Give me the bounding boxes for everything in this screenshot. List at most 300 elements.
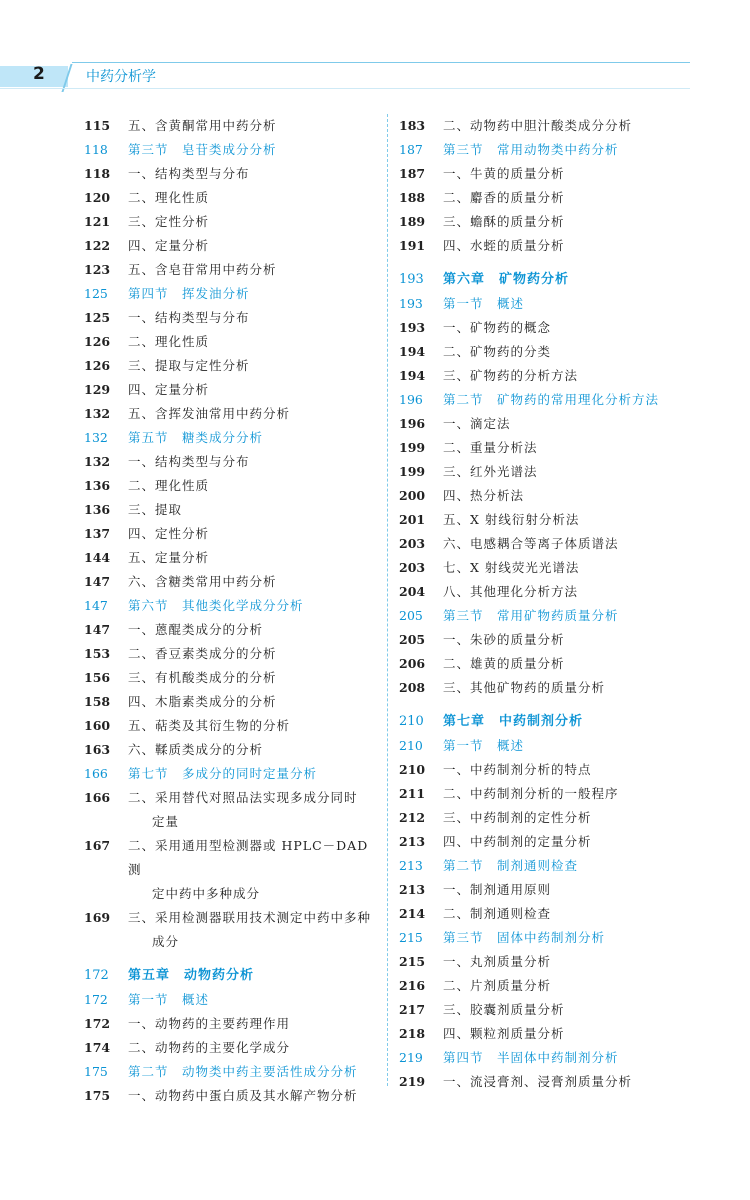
toc-entry-text: 二、制剂通则检查 bbox=[443, 906, 552, 921]
toc-entry-text: 第五章 动物药分析 bbox=[128, 968, 255, 983]
toc-page-number: 215 bbox=[399, 930, 423, 945]
toc-entry-title bbox=[443, 162, 699, 186]
toc-page-number: 187 bbox=[399, 166, 426, 181]
toc-entry-title bbox=[443, 484, 699, 508]
toc-entry-title bbox=[128, 498, 376, 522]
toc-page-number: 215 bbox=[399, 954, 426, 969]
toc-entry-title bbox=[128, 642, 376, 666]
toc-entry-text: 六、鞣质类成分的分析 bbox=[128, 742, 264, 757]
toc-entry-text: 第五节 糖类成分分析 bbox=[128, 430, 264, 445]
toc-item-entry bbox=[84, 546, 376, 570]
toc-entry-title bbox=[443, 902, 699, 926]
toc-entry-title bbox=[443, 460, 699, 484]
toc-entry-title bbox=[128, 474, 376, 498]
toc-entry-title bbox=[128, 450, 376, 474]
toc-entry-text: 三、矿物药的分析方法 bbox=[443, 368, 579, 383]
toc-entry-title bbox=[128, 964, 376, 988]
toc-entry-title bbox=[443, 806, 699, 830]
toc-page-number: 118 bbox=[84, 142, 108, 157]
toc-item-entry bbox=[399, 950, 699, 974]
toc-entry-text: 三、其他矿物药的质量分析 bbox=[443, 680, 606, 695]
toc-page-number: 172 bbox=[84, 992, 108, 1007]
toc-entry-text: 四、颗粒剂质量分析 bbox=[443, 1026, 565, 1041]
toc-item-entry bbox=[84, 1012, 376, 1036]
toc-item-entry bbox=[84, 162, 376, 186]
toc-entry-title bbox=[128, 402, 376, 426]
toc-chapter-entry bbox=[84, 964, 376, 988]
toc-page-number: 136 bbox=[84, 502, 111, 517]
toc-entry-text: 四、定性分析 bbox=[128, 526, 210, 541]
toc-entry-text: 第七章 中药制剂分析 bbox=[443, 714, 584, 729]
toc-entry-title bbox=[128, 834, 376, 906]
toc-entry-text: 一、流浸膏剂、浸膏剂质量分析 bbox=[443, 1074, 633, 1089]
toc-entry-text: 四、定量分析 bbox=[128, 382, 210, 397]
toc-page-number: 126 bbox=[84, 334, 111, 349]
toc-entry-text: 三、有机酸类成分的分析 bbox=[128, 670, 277, 685]
toc-page-number: 129 bbox=[84, 382, 111, 397]
toc-entry-text: 四、热分析法 bbox=[443, 488, 525, 503]
toc-entry-text: 七、X 射线荧光光谱法 bbox=[443, 560, 580, 575]
toc-entry-text: 三、提取与定性分析 bbox=[128, 358, 250, 373]
toc-item-entry bbox=[84, 402, 376, 426]
toc-page-number: 194 bbox=[399, 344, 426, 359]
toc-entry-text: 二、采用通用型检测器或 HPLC－DAD 测 bbox=[128, 838, 369, 877]
toc-entry-title bbox=[443, 1022, 699, 1046]
toc-item-entry bbox=[399, 652, 699, 676]
toc-entry-text: 三、蟾酥的质量分析 bbox=[443, 214, 565, 229]
toc-entry-title bbox=[128, 786, 376, 834]
toc-entry-title bbox=[443, 830, 699, 854]
toc-entry-text: 一、牛黄的质量分析 bbox=[443, 166, 565, 181]
toc-item-entry bbox=[84, 114, 376, 138]
toc-item-entry bbox=[84, 906, 376, 954]
toc-section-entry bbox=[84, 988, 376, 1012]
toc-entry-text: 一、动物药的主要药理作用 bbox=[128, 1016, 291, 1031]
toc-entry-title bbox=[443, 604, 699, 628]
toc-entry-text: 八、其他理化分析方法 bbox=[443, 584, 579, 599]
toc-entry-title bbox=[443, 210, 699, 234]
toc-entry-title bbox=[443, 234, 699, 258]
toc-entry-title bbox=[443, 926, 699, 950]
toc-page-number: 193 bbox=[399, 272, 424, 287]
toc-page-number: 125 bbox=[84, 310, 111, 325]
toc-section-entry bbox=[399, 926, 699, 950]
toc-entry-title bbox=[443, 316, 699, 340]
toc-page-number: 191 bbox=[399, 238, 426, 253]
toc-entry-title bbox=[443, 292, 699, 316]
toc-entry-title bbox=[443, 1070, 699, 1094]
toc-entry-text: 第六章 矿物药分析 bbox=[443, 272, 570, 287]
toc-entry-text: 三、胶囊剂质量分析 bbox=[443, 1002, 565, 1017]
toc-item-entry bbox=[399, 974, 699, 998]
toc-page-number: 213 bbox=[399, 834, 426, 849]
toc-entry-title bbox=[128, 114, 376, 138]
toc-page-number: 214 bbox=[399, 906, 426, 921]
toc-entry-title bbox=[443, 734, 699, 758]
toc-entry-title bbox=[443, 652, 699, 676]
toc-entry-title bbox=[443, 1046, 699, 1070]
toc-entry-text: 第三节 皂苷类成分分析 bbox=[128, 142, 277, 157]
toc-entry-title bbox=[443, 974, 699, 998]
toc-entry-text: 第七节 多成分的同时定量分析 bbox=[128, 766, 318, 781]
toc-page-number: 147 bbox=[84, 598, 108, 613]
toc-entry-title bbox=[443, 114, 699, 138]
toc-entry-text: 第二节 动物类中药主要活性成分分析 bbox=[128, 1064, 358, 1079]
toc-entry-text: 五、X 射线衍射分析法 bbox=[443, 512, 580, 527]
toc-entry-title bbox=[443, 710, 699, 734]
toc-entry-text: 第一节 概述 bbox=[443, 296, 525, 311]
toc-item-entry bbox=[84, 642, 376, 666]
toc-page-number: 212 bbox=[399, 810, 426, 825]
toc-page-number: 211 bbox=[399, 786, 426, 801]
toc-page-number: 194 bbox=[399, 368, 426, 383]
toc-right-column bbox=[399, 114, 699, 1094]
toc-page-number: 132 bbox=[84, 430, 108, 445]
toc-entry-text: 二、理化性质 bbox=[128, 190, 210, 205]
toc-entry-title bbox=[128, 186, 376, 210]
toc-entry-title bbox=[128, 138, 376, 162]
toc-section-entry bbox=[399, 854, 699, 878]
toc-item-entry bbox=[399, 234, 699, 258]
toc-page-number: 196 bbox=[399, 416, 426, 431]
toc-entry-text: 三、定性分析 bbox=[128, 214, 210, 229]
toc-entry-title bbox=[128, 1012, 376, 1036]
toc-entry-title bbox=[443, 364, 699, 388]
toc-page-number: 147 bbox=[84, 574, 111, 589]
toc-entry-text: 第六节 其他类化学成分分析 bbox=[128, 598, 304, 613]
toc-page-number: 183 bbox=[399, 118, 426, 133]
toc-entry-text: 第四节 半固体中药制剂分析 bbox=[443, 1050, 619, 1065]
toc-section-entry bbox=[84, 762, 376, 786]
toc-entry-text: 一、蒽醌类成分的分析 bbox=[128, 622, 264, 637]
toc-entry-text: 一、结构类型与分布 bbox=[128, 454, 250, 469]
toc-item-entry bbox=[84, 354, 376, 378]
toc-entry-text: 二、中药制剂分析的一般程序 bbox=[443, 786, 619, 801]
toc-entry-text: 二、动物药中胆汁酸类成分分析 bbox=[443, 118, 633, 133]
toc-entry-title bbox=[128, 426, 376, 450]
toc-section-entry bbox=[399, 388, 699, 412]
toc-entry-title bbox=[443, 268, 699, 292]
page-header bbox=[0, 62, 750, 90]
toc-page-number: 189 bbox=[399, 214, 426, 229]
toc-entry-title bbox=[128, 546, 376, 570]
toc-page-number: 120 bbox=[84, 190, 111, 205]
toc-chapter-entry bbox=[399, 710, 699, 734]
toc-page-number: 158 bbox=[84, 694, 111, 709]
toc-item-entry bbox=[84, 738, 376, 762]
toc-entry-text: 四、水蛭的质量分析 bbox=[443, 238, 565, 253]
column-divider bbox=[387, 114, 388, 1086]
toc-entry-text: 二、雄黄的质量分析 bbox=[443, 656, 565, 671]
toc-section-entry bbox=[84, 138, 376, 162]
toc-entry-text: 第一节 概述 bbox=[443, 738, 525, 753]
toc-page-number: 132 bbox=[84, 454, 111, 469]
toc-page-number: 123 bbox=[84, 262, 111, 277]
toc-item-entry bbox=[399, 556, 699, 580]
toc-entry-title bbox=[128, 210, 376, 234]
toc-entry-title bbox=[443, 388, 699, 412]
toc-item-entry bbox=[399, 436, 699, 460]
toc-page-number: 163 bbox=[84, 742, 111, 757]
toc-item-entry bbox=[399, 532, 699, 556]
toc-entry-title bbox=[128, 618, 376, 642]
toc-entry-title bbox=[128, 306, 376, 330]
toc-page-number: 175 bbox=[84, 1064, 108, 1079]
toc-entry-title bbox=[128, 1084, 376, 1108]
toc-page-number: 137 bbox=[84, 526, 111, 541]
toc-page-number: 217 bbox=[399, 1002, 426, 1017]
toc-entry-title bbox=[128, 354, 376, 378]
toc-entry-title bbox=[128, 1036, 376, 1060]
toc-page-number: 213 bbox=[399, 858, 423, 873]
toc-entry-text: 二、矿物药的分类 bbox=[443, 344, 552, 359]
toc-entry-text: 二、动物药的主要化学成分 bbox=[128, 1040, 291, 1055]
toc-entry-text: 二、片剂质量分析 bbox=[443, 978, 552, 993]
toc-entry-title bbox=[443, 556, 699, 580]
toc-page-number: 210 bbox=[399, 738, 423, 753]
toc-section-entry bbox=[399, 292, 699, 316]
toc-chapter-entry bbox=[399, 268, 699, 292]
toc-page-number: 167 bbox=[84, 838, 111, 853]
toc-page-number: 204 bbox=[399, 584, 426, 599]
toc-entry-text: 第三节 固体中药制剂分析 bbox=[443, 930, 606, 945]
toc-section-entry bbox=[399, 138, 699, 162]
toc-entry-title bbox=[128, 162, 376, 186]
toc-entry-title bbox=[128, 522, 376, 546]
toc-entry-title bbox=[128, 234, 376, 258]
toc-page-number: 166 bbox=[84, 790, 111, 805]
toc-page-number: 219 bbox=[399, 1074, 426, 1089]
toc-entry-title bbox=[128, 330, 376, 354]
toc-page-number: 153 bbox=[84, 646, 111, 661]
toc-page-number: 193 bbox=[399, 296, 423, 311]
toc-page-number: 205 bbox=[399, 632, 426, 647]
toc-page-number: 219 bbox=[399, 1050, 423, 1065]
toc-page-number: 199 bbox=[399, 440, 426, 455]
toc-item-entry bbox=[399, 186, 699, 210]
toc-page-number: 144 bbox=[84, 550, 111, 565]
toc-entry-title bbox=[128, 570, 376, 594]
toc-page-number: 174 bbox=[84, 1040, 111, 1055]
toc-entry-title bbox=[128, 738, 376, 762]
toc-page-number: 216 bbox=[399, 978, 426, 993]
toc-entry-text: 四、定量分析 bbox=[128, 238, 210, 253]
toc-entry-text: 三、红外光谱法 bbox=[443, 464, 538, 479]
toc-page-number: 210 bbox=[399, 762, 426, 777]
toc-entry-title bbox=[443, 878, 699, 902]
toc-page-number: 122 bbox=[84, 238, 111, 253]
toc-page-number: 200 bbox=[399, 488, 426, 503]
header-top-rule bbox=[72, 62, 690, 63]
toc-entry-text: 第三节 常用动物类中药分析 bbox=[443, 142, 619, 157]
toc-item-entry bbox=[84, 474, 376, 498]
toc-entry-title bbox=[128, 258, 376, 282]
toc-section-entry bbox=[84, 1060, 376, 1084]
toc-entry-title bbox=[128, 714, 376, 738]
toc-page-number: 169 bbox=[84, 910, 111, 925]
toc-page-number: 206 bbox=[399, 656, 426, 671]
toc-page-number: 201 bbox=[399, 512, 426, 527]
toc-entry-title bbox=[443, 340, 699, 364]
toc-item-entry bbox=[84, 834, 376, 906]
toc-entry-title bbox=[443, 138, 699, 162]
toc-entry-title bbox=[128, 1060, 376, 1084]
toc-item-entry bbox=[399, 1022, 699, 1046]
toc-item-entry bbox=[399, 162, 699, 186]
toc-item-entry bbox=[399, 508, 699, 532]
toc-item-entry bbox=[399, 628, 699, 652]
toc-item-entry bbox=[399, 316, 699, 340]
toc-item-entry bbox=[399, 998, 699, 1022]
toc-entry-title bbox=[128, 594, 376, 618]
toc-entry-title bbox=[128, 988, 376, 1012]
page-number: 2 bbox=[33, 64, 45, 84]
toc-entry-title bbox=[128, 666, 376, 690]
toc-entry-text: 二、理化性质 bbox=[128, 334, 210, 349]
toc-item-entry bbox=[84, 306, 376, 330]
toc-entry-text: 一、中药制剂分析的特点 bbox=[443, 762, 592, 777]
toc-entry-title bbox=[128, 378, 376, 402]
toc-entry-title bbox=[443, 186, 699, 210]
toc-item-entry bbox=[84, 1036, 376, 1060]
toc-section-entry bbox=[84, 594, 376, 618]
toc-entry-text: 一、动物药中蛋白质及其水解产物分析 bbox=[128, 1088, 358, 1103]
toc-page-number: 193 bbox=[399, 320, 426, 335]
toc-page-number: 213 bbox=[399, 882, 426, 897]
toc-entry-title bbox=[128, 906, 376, 954]
toc-page-number: 136 bbox=[84, 478, 111, 493]
toc-page-number: 196 bbox=[399, 392, 423, 407]
toc-entry-title bbox=[443, 532, 699, 556]
toc-entry-text: 三、采用检测器联用技术测定中药中多种 bbox=[128, 910, 372, 925]
toc-item-entry bbox=[399, 676, 699, 700]
toc-page-number: 147 bbox=[84, 622, 111, 637]
toc-entry-title bbox=[443, 998, 699, 1022]
toc-entry-title bbox=[443, 950, 699, 974]
toc-page-number: 203 bbox=[399, 560, 426, 575]
toc-section-entry bbox=[399, 734, 699, 758]
toc-entry-title bbox=[443, 628, 699, 652]
toc-page-number: 125 bbox=[84, 286, 108, 301]
toc-page-number: 132 bbox=[84, 406, 111, 421]
toc-item-entry bbox=[84, 666, 376, 690]
toc-entry-title bbox=[443, 580, 699, 604]
toc-item-entry bbox=[84, 570, 376, 594]
toc-item-entry bbox=[84, 498, 376, 522]
toc-entry-text: 一、朱砂的质量分析 bbox=[443, 632, 565, 647]
toc-item-entry bbox=[399, 878, 699, 902]
toc-entry-text: 五、含皂苷常用中药分析 bbox=[128, 262, 277, 277]
toc-left-column bbox=[84, 114, 376, 1108]
toc-entry-text: 第四节 挥发油分析 bbox=[128, 286, 250, 301]
toc-entry-text: 第二节 矿物药的常用理化分析方法 bbox=[443, 392, 660, 407]
toc-entry-text: 四、中药制剂的定量分析 bbox=[443, 834, 592, 849]
toc-section-entry bbox=[84, 426, 376, 450]
toc-entry-continuation: 定量 bbox=[152, 814, 180, 829]
toc-page-number: 121 bbox=[84, 214, 111, 229]
toc-entry-text: 五、含黄酮常用中药分析 bbox=[128, 118, 277, 133]
toc-entry-text: 一、矿物药的概念 bbox=[443, 320, 552, 335]
toc-entry-text: 二、麝香的质量分析 bbox=[443, 190, 565, 205]
toc-item-entry bbox=[84, 690, 376, 714]
toc-item-entry bbox=[399, 340, 699, 364]
toc-item-entry bbox=[399, 580, 699, 604]
toc-page-number: 172 bbox=[84, 968, 109, 983]
toc-entry-text: 二、理化性质 bbox=[128, 478, 210, 493]
toc-entry-text: 四、木脂素类成分的分析 bbox=[128, 694, 277, 709]
toc-page-number: 208 bbox=[399, 680, 426, 695]
toc-page-number: 187 bbox=[399, 142, 423, 157]
toc-page-number: 203 bbox=[399, 536, 426, 551]
toc-item-entry bbox=[399, 114, 699, 138]
book-title: 中药分析学 bbox=[86, 69, 156, 85]
toc-page-number: 205 bbox=[399, 608, 423, 623]
toc-page-number: 172 bbox=[84, 1016, 111, 1031]
toc-entry-title bbox=[443, 508, 699, 532]
toc-section-entry bbox=[84, 282, 376, 306]
toc-entry-title bbox=[443, 758, 699, 782]
toc-entry-title bbox=[443, 782, 699, 806]
toc-page-number: 218 bbox=[399, 1026, 426, 1041]
toc-item-entry bbox=[399, 412, 699, 436]
toc-item-entry bbox=[84, 234, 376, 258]
toc-entry-text: 二、采用替代对照品法实现多成分同时 bbox=[128, 790, 358, 805]
toc-entry-text: 二、重量分析法 bbox=[443, 440, 538, 455]
toc-entry-title bbox=[443, 412, 699, 436]
toc-item-entry bbox=[399, 758, 699, 782]
toc-page-number: 115 bbox=[84, 118, 111, 133]
toc-page-number: 126 bbox=[84, 358, 111, 373]
toc-entry-text: 二、香豆素类成分的分析 bbox=[128, 646, 277, 661]
toc-entry-text: 五、定量分析 bbox=[128, 550, 210, 565]
toc-entry-text: 五、含挥发油常用中药分析 bbox=[128, 406, 291, 421]
toc-page-number: 156 bbox=[84, 670, 111, 685]
toc-entry-title bbox=[128, 690, 376, 714]
toc-entry-text: 第二节 制剂通则检查 bbox=[443, 858, 579, 873]
toc-item-entry bbox=[399, 830, 699, 854]
toc-entry-text: 一、结构类型与分布 bbox=[128, 166, 250, 181]
toc-item-entry bbox=[84, 618, 376, 642]
toc-entry-text: 第一节 概述 bbox=[128, 992, 210, 1007]
toc-entry-title bbox=[443, 854, 699, 878]
toc-page-number: 175 bbox=[84, 1088, 111, 1103]
toc-entry-continuation: 定中药中多种成分 bbox=[152, 886, 261, 901]
toc-section-entry bbox=[399, 1046, 699, 1070]
toc-item-entry bbox=[84, 186, 376, 210]
toc-entry-text: 一、滴定法 bbox=[443, 416, 511, 431]
toc-item-entry bbox=[84, 522, 376, 546]
toc-entry-text: 六、电感耦合等离子体质谱法 bbox=[443, 536, 619, 551]
toc-entry-title bbox=[128, 762, 376, 786]
toc-item-entry bbox=[399, 782, 699, 806]
toc-page-number: 166 bbox=[84, 766, 108, 781]
toc-item-entry bbox=[84, 450, 376, 474]
toc-entry-text: 五、萜类及其衍生物的分析 bbox=[128, 718, 291, 733]
toc-item-entry bbox=[84, 258, 376, 282]
header-bottom-rule bbox=[0, 88, 690, 89]
toc-page-number: 160 bbox=[84, 718, 111, 733]
toc-item-entry bbox=[399, 484, 699, 508]
toc-page-number: 210 bbox=[399, 714, 424, 729]
toc-entry-continuation: 成分 bbox=[152, 934, 180, 949]
toc-item-entry bbox=[84, 378, 376, 402]
toc-entry-text: 一、制剂通用原则 bbox=[443, 882, 552, 897]
toc-item-entry bbox=[399, 902, 699, 926]
toc-item-entry bbox=[84, 714, 376, 738]
toc-item-entry bbox=[399, 460, 699, 484]
toc-entry-text: 一、丸剂质量分析 bbox=[443, 954, 552, 969]
toc-page-number: 188 bbox=[399, 190, 426, 205]
